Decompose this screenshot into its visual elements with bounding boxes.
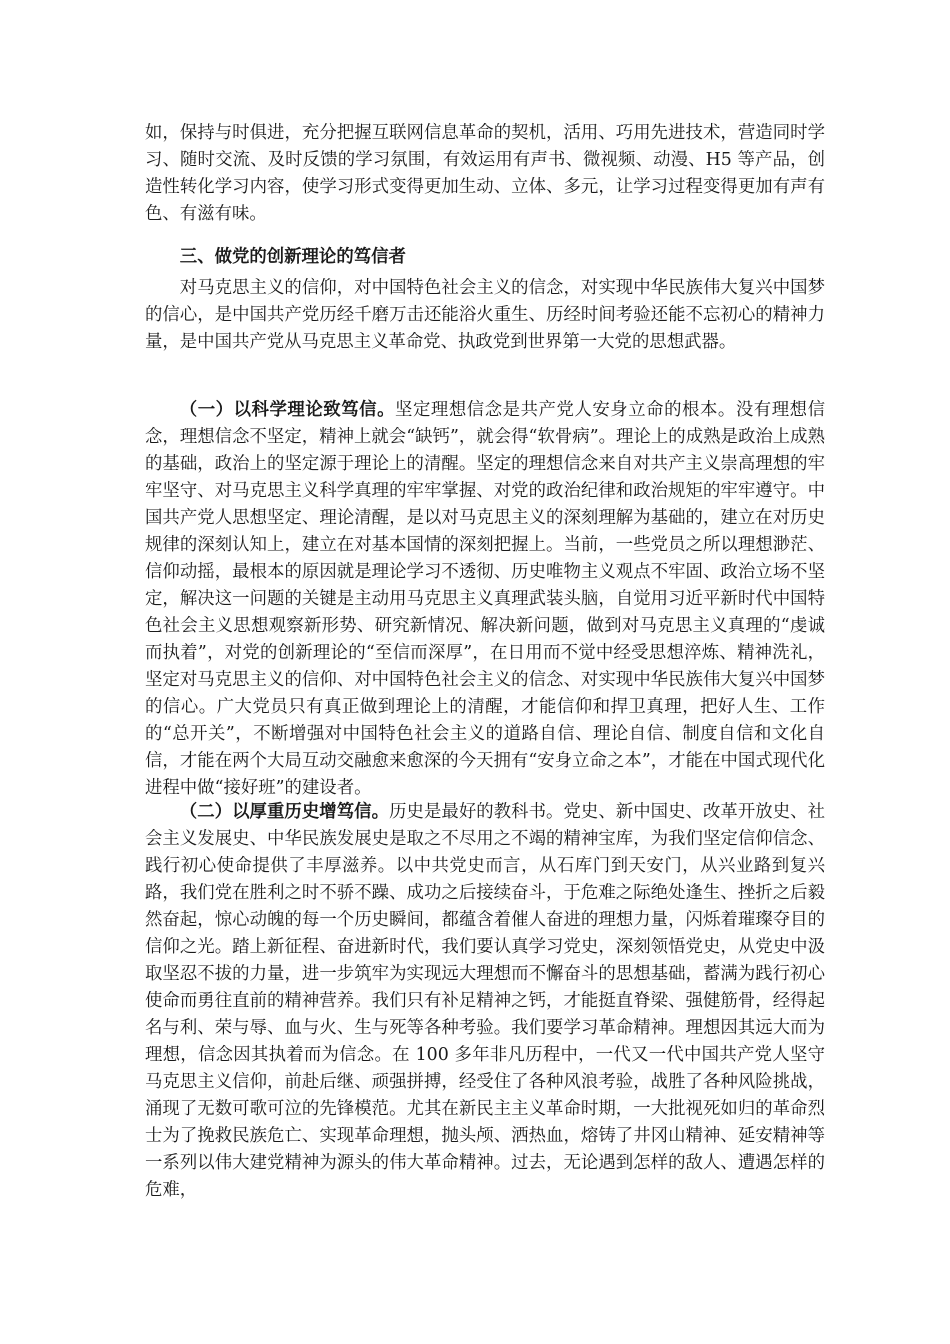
section-heading: 三、做党的创新理论的笃信者	[179, 247, 406, 267]
subsection-title-1: （一）以科学理论致笃信。	[179, 400, 396, 420]
subsection-body-1: 坚定理想信念是共产党人安身立命的根本。没有理想信念，理想信念不坚定，精神上就会“缺钙”，就会得“软骨病”。理论上的成熟是政治上成熟的基础，政治上的坚定源于理论上的清醒。坚定的理想信念来自对共产主义崇高理想的牢牢坚守、对马克思主义科学真理的牢牢掌握、对党的政治纪律和政治规矩的牢牢遵守。中国共产党人思想坚定、理论清醒，是以对马克思主义的深刻理解为基础的，建立在对历史规律的深刻认知上，建立在对基本国情的深刻把握上。当前，一些党员之所以理想渺茫、信仰动摇，最根本的原因就是理论学习不透彻、历史唯物主义观点不牢固、政治立场不坚定，解决这一问题的关键是主动用马克思主义真理武装头脑，自觉用习近平新时代中国特色社会主义思想观察新形势、研究新情况、解决新问题，做到对马克思主义真理的“虔诚而执着”，对党的创新理论的“至信而深厚”，在日用而不觉中经受思想淬炼、精神洗礼，坚定对马克思主义的信仰、对中国特色社会主义的信念、对实现中华民族伟大复兴中国梦的信心。广大党员只有真正做到理论上的清醒，才能信仰和捍卫真理，把好人生、工作的“总开关”，不断增强对中国特色社会主义的道路自信、理论自信、制度自信和文化自信，才能在两个大局互动交融愈来愈深的今天拥有“安身立命之本”，才能在中国式现代化进程中做“接好班”的建设者。	[145, 400, 825, 798]
paragraph-section-2	[145, 799, 825, 1204]
paragraph-continued: 如，保持与时俱进，充分把握互联网信息革命的契机，活用、巧用先进技术，营造同时学习、随时交流、及时反馈的学习氛围，有效运用有声书、微视频、动漫、H5 等产品，创造性转化学习内容，使学习形式变得更加生动、立体、多元，让学习过程变得更加有声有色、有滋有味。	[145, 123, 825, 224]
paragraph-intro: 对马克思主义的信仰，对中国特色社会主义的信念，对实现中华民族伟大复兴中国梦的信心，是中国共产党历经千磨万击还能浴火重生、历经时间考验还能不忘初心的精神力量，是中国共产党从马克思主义革命党、执政党到世界第一大党的思想武器。	[145, 278, 825, 352]
subsection-title-2: （二）以厚重历史增笃信。	[179, 802, 390, 822]
subsection-body-2: 历史是最好的教科书。党史、新中国史、改革开放史、社会主义发展史、中华民族发展史是取之不尽用之不竭的精神宝库，为我们坚定信仰信念、践行初心使命提供了丰厚滋养。以中共党史而言，从石库门到天安门，从兴业路到复兴路，我们党在胜利之时不骄不躁、成功之后接续奋斗，于危难之际绝处逢生、挫折之后毅然奋起，惊心动魄的每一个历史瞬间，都蕴含着催人奋进的理想力量，闪烁着璀璨夺目的信仰之光。踏上新征程、奋进新时代，我们要认真学习党史，深刻领悟党史，从党史中汲取坚忍不拔的力量，进一步筑牢为实现远大理想而不懈奋斗的思想基础，蓄满为践行初心使命而勇往直前的精神营养。我们只有补足精神之钙，才能挺直脊梁、强健筋骨，经得起名与利、荣与辱、血与火、生与死等各种考验。我们要学习革命精神。理想因其远大而为理想，信念因其执着而为信念。在 100 多年非凡历程中，一代又一代中国共产党人坚守马克思主义信仰，前赴后继、顽强拼搏，经受住了各种风浪考验，战胜了各种风险挑战，涌现了无数可歌可泣的先锋模范。尤其在新民主主义革命时期，一大批视死如归的革命烈士为了挽救民族危亡、实现革命理想，抛头颅、洒热血，熔铸了井冈山精神、延安精神等一系列以伟大建党精神为源头的伟大革命精神。过去，无论遇到怎样的敌人、遭遇怎样的危难，	[145, 802, 825, 1200]
paragraph-section-1	[145, 397, 825, 802]
